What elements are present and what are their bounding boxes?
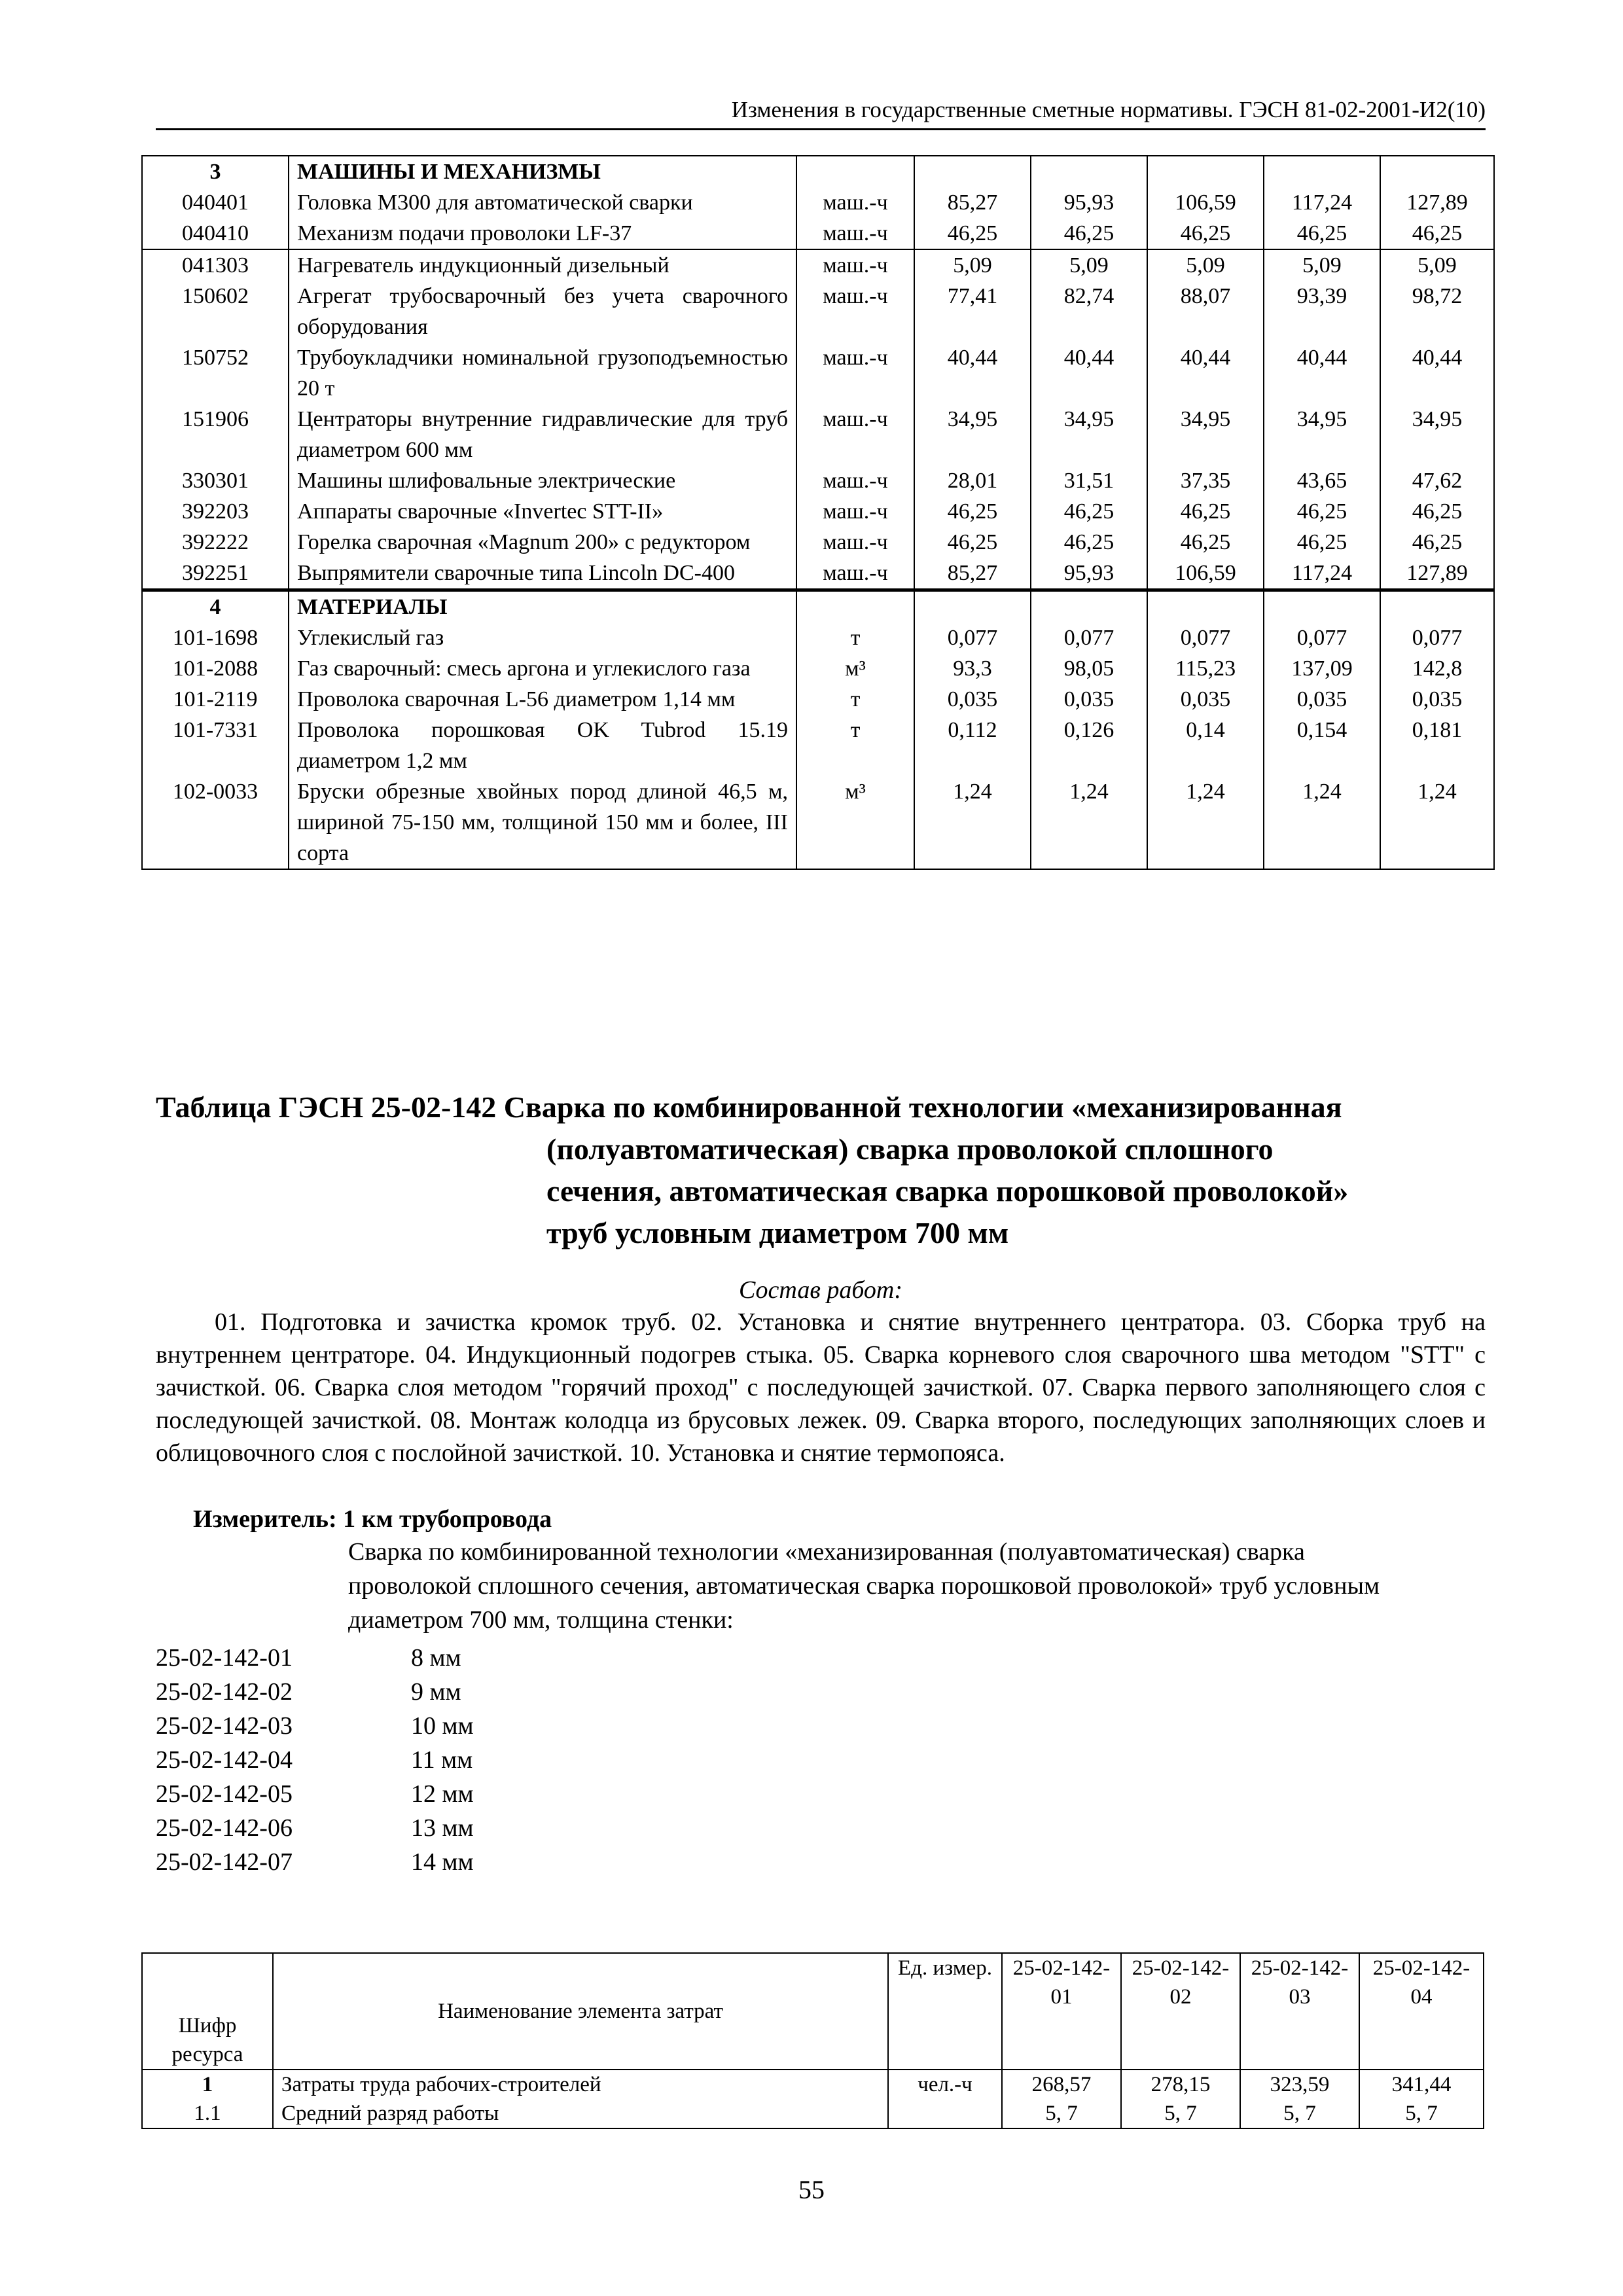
section-number: 3 — [142, 156, 289, 187]
table-row — [142, 684, 1494, 715]
resource-value: 0,14 — [1147, 715, 1264, 776]
resource-value: 1,24 — [914, 776, 1031, 869]
resource-value: 34,95 — [1031, 404, 1147, 465]
resource-value: 0,181 — [1380, 715, 1494, 776]
resource-unit: маш.-ч — [796, 496, 914, 527]
resource-name: Аппараты сварочные «Invertec STT-II» — [289, 496, 796, 527]
resource-value: 46,25 — [1031, 496, 1147, 527]
resource-name: Трубоукладчики номинальной грузоподъемностью 20 т — [289, 342, 796, 404]
resource-value: 46,25 — [1147, 527, 1264, 558]
resource-code: 151906 — [142, 404, 289, 465]
resources-table-continued — [141, 155, 1495, 870]
resource-value: 5,09 — [1031, 249, 1147, 281]
resource-value: 0,077 — [1264, 622, 1380, 653]
resource-unit: маш.-ч — [796, 404, 914, 465]
header-unit: Ед. измер. — [888, 1953, 1002, 2070]
resource-value: 95,93 — [1031, 558, 1147, 590]
resource-value: 0,035 — [1147, 684, 1264, 715]
resource-value: 0,126 — [1031, 715, 1147, 776]
norm-code: 25-02-142-03 — [156, 1712, 293, 1740]
table-row — [142, 2070, 1484, 2099]
table-row — [142, 622, 1494, 653]
resource-unit: т — [796, 622, 914, 653]
resource-unit — [888, 2099, 1002, 2128]
resource-value: 40,44 — [1264, 342, 1380, 404]
resource-value: 98,05 — [1031, 653, 1147, 684]
resource-unit: маш.-ч — [796, 249, 914, 281]
header-name: Наименование элемента затрат — [273, 1953, 888, 2070]
resource-value: 46,25 — [914, 218, 1031, 249]
resource-value: 5, 7 — [1359, 2099, 1484, 2128]
resource-value: 0,077 — [1147, 622, 1264, 653]
resource-code: 392251 — [142, 558, 289, 590]
resource-value: 5, 7 — [1240, 2099, 1359, 2128]
resource-unit: маш.-ч — [796, 465, 914, 496]
resource-value: 278,15 — [1121, 2070, 1240, 2099]
resource-name: Головка М300 для автоматической сварки — [289, 187, 796, 218]
empty-cell — [1147, 590, 1264, 623]
resource-value: 40,44 — [1031, 342, 1147, 404]
resource-value: 34,95 — [914, 404, 1031, 465]
norm-code: 25-02-142-01 — [156, 1644, 293, 1672]
table-row — [142, 404, 1494, 465]
resource-value: 46,25 — [1264, 496, 1380, 527]
resource-value: 34,95 — [1380, 404, 1494, 465]
works-heading: Состав работ: — [738, 1276, 903, 1304]
resource-name: Газ сварочный: смесь аргона и углекислого газа — [289, 653, 796, 684]
code-row — [156, 1743, 474, 1777]
resource-value: 268,57 — [1002, 2070, 1121, 2099]
table-row — [142, 558, 1494, 590]
table-title — [156, 1086, 1491, 1254]
resource-value: 5, 7 — [1121, 2099, 1240, 2128]
resource-value: 117,24 — [1264, 558, 1380, 590]
table-row — [142, 187, 1494, 218]
norm-code: 25-02-142-04 — [156, 1746, 293, 1774]
resource-value: 0,035 — [1031, 684, 1147, 715]
wall-thickness: 9 мм — [411, 1678, 461, 1706]
table-row — [142, 2099, 1484, 2128]
table-row — [142, 527, 1494, 558]
resource-name: Нагреватель индукционный дизельный — [289, 249, 796, 281]
page-number: 55 — [798, 2175, 825, 2204]
empty-cell — [1380, 156, 1494, 187]
works-description: 01. Подготовка и зачистка кромок труб. 02. Установка и снятие внутреннего центратора. 03. Сборка труб на внутреннем центраторе. 04. Индукционный подогрев стыка. 05. Сварка корневого слоя сварочного шва методом "STT" с зачисткой. 06. Сварка слоя методом "горячий проход" с последующей зачисткой. 07. Сварка первого заполняющего слоя с последующей зачисткой. 08. Монтаж колодца из брусовых лежек. 09. Сварка второго, последующих заполняющих слоев и облицовочного слоя с послойной зачисткой. 10. Установка и снятие термопояса. — [156, 1308, 1486, 1467]
table-row — [142, 776, 1494, 869]
section-header-row — [142, 590, 1494, 623]
empty-cell — [1264, 156, 1380, 187]
resource-code: 150602 — [142, 281, 289, 342]
resource-value: 0,077 — [1380, 622, 1494, 653]
norm-subtitle: Сварка по комбинированной технологии «механизированная (полуавтоматическая) сварка проволокой сплошного сечения, автоматическая сварка порошковой проволокой» труб условным диаметром 700 мм, толщина стенки: — [348, 1538, 1380, 1634]
resource-value: 1,24 — [1031, 776, 1147, 869]
running-header: Изменения в государственные сметные нормативы. ГЭСН 81-02-2001-И2(10) — [156, 97, 1486, 130]
resource-value: 46,25 — [1380, 496, 1494, 527]
resource-value: 46,25 — [1147, 496, 1264, 527]
resource-value: 106,59 — [1147, 558, 1264, 590]
empty-cell — [1147, 156, 1264, 187]
empty-cell — [1031, 590, 1147, 623]
resource-name: Проволока порошковая OK Tubrod 15.19 диаметром 1,2 мм — [289, 715, 796, 776]
resource-name: Затраты труда рабочих-строителей — [273, 2070, 888, 2099]
resource-name: Механизм подачи проволоки LF-37 — [289, 218, 796, 249]
header-col-3: 25-02-142-03 — [1240, 1953, 1359, 2070]
resource-code: 392222 — [142, 527, 289, 558]
resource-value: 93,3 — [914, 653, 1031, 684]
resource-value: 85,27 — [914, 558, 1031, 590]
resource-value: 0,035 — [1380, 684, 1494, 715]
resource-name: Машины шлифовальные электрические — [289, 465, 796, 496]
resource-unit: т — [796, 684, 914, 715]
resource-value: 28,01 — [914, 465, 1031, 496]
meter-unit: Измеритель: 1 км трубопровода — [193, 1505, 552, 1533]
resource-value: 137,09 — [1264, 653, 1380, 684]
resource-value: 98,72 — [1380, 281, 1494, 342]
resource-unit: м³ — [796, 653, 914, 684]
resource-value: 40,44 — [914, 342, 1031, 404]
empty-cell — [796, 156, 914, 187]
resource-value: 95,93 — [1031, 187, 1147, 218]
resource-value: 0,077 — [914, 622, 1031, 653]
resource-code: 040410 — [142, 218, 289, 249]
resource-code: 102-0033 — [142, 776, 289, 869]
table-row — [142, 465, 1494, 496]
resource-value: 34,95 — [1147, 404, 1264, 465]
norm-code: 25-02-142-05 — [156, 1780, 293, 1808]
wall-thickness: 10 мм — [411, 1712, 474, 1740]
code-row — [156, 1777, 474, 1811]
resource-value: 1,24 — [1380, 776, 1494, 869]
resource-unit: чел.-ч — [888, 2070, 1002, 2099]
resource-unit: т — [796, 715, 914, 776]
resource-unit: маш.-ч — [796, 527, 914, 558]
resource-value: 46,25 — [914, 496, 1031, 527]
resource-value: 46,25 — [1380, 527, 1494, 558]
empty-cell — [914, 590, 1031, 623]
resource-value: 34,95 — [1264, 404, 1380, 465]
resource-value: 1,24 — [1147, 776, 1264, 869]
title-line-4: труб условным диаметром 700 мм — [546, 1216, 1009, 1249]
wall-thickness: 11 мм — [411, 1746, 473, 1774]
wall-thickness: 13 мм — [411, 1814, 474, 1842]
resource-value: 93,39 — [1264, 281, 1380, 342]
resource-value: 5,09 — [1147, 249, 1264, 281]
resource-value: 88,07 — [1147, 281, 1264, 342]
resource-code: 101-2088 — [142, 653, 289, 684]
resource-code: 101-7331 — [142, 715, 289, 776]
table-row — [142, 342, 1494, 404]
title-line-1: Таблица ГЭСН 25-02-142 Сварка по комбинированной технологии «механизированная — [156, 1090, 1342, 1124]
resource-value: 127,89 — [1380, 187, 1494, 218]
section-header-row — [142, 156, 1494, 187]
resource-value: 82,74 — [1031, 281, 1147, 342]
resource-name: Горелка сварочная «Magnum 200» с редуктором — [289, 527, 796, 558]
table-row — [142, 715, 1494, 776]
section-number: 4 — [142, 590, 289, 623]
norm-code: 25-02-142-02 — [156, 1678, 293, 1706]
resource-code: 150752 — [142, 342, 289, 404]
resource-code: 101-1698 — [142, 622, 289, 653]
norm-codes-list — [156, 1641, 474, 1879]
norm-code: 25-02-142-07 — [156, 1848, 293, 1876]
norm-code: 25-02-142-06 — [156, 1814, 293, 1842]
resource-unit: маш.-ч — [796, 218, 914, 249]
resource-value: 1,24 — [1264, 776, 1380, 869]
resource-code: 1.1 — [142, 2099, 273, 2128]
resource-value: 40,44 — [1147, 342, 1264, 404]
resource-value: 0,035 — [1264, 684, 1380, 715]
resource-value: 46,25 — [1031, 527, 1147, 558]
resource-value: 85,27 — [914, 187, 1031, 218]
resource-code: 101-2119 — [142, 684, 289, 715]
code-row — [156, 1709, 474, 1743]
table-row — [142, 653, 1494, 684]
resource-value: 31,51 — [1031, 465, 1147, 496]
resource-value: 43,65 — [1264, 465, 1380, 496]
resource-code: 040401 — [142, 187, 289, 218]
section-title: МАШИНЫ И МЕХАНИЗМЫ — [289, 156, 796, 187]
resource-unit: м³ — [796, 776, 914, 869]
resource-unit: маш.-ч — [796, 342, 914, 404]
resource-value: 5,09 — [1380, 249, 1494, 281]
empty-cell — [1264, 590, 1380, 623]
empty-cell — [1380, 590, 1494, 623]
resource-value: 0,077 — [1031, 622, 1147, 653]
resource-code: 1 — [142, 2070, 273, 2099]
table-row — [142, 249, 1494, 281]
header-col-4: 25-02-142-04 — [1359, 1953, 1484, 2070]
resource-value: 46,25 — [914, 527, 1031, 558]
resource-value: 37,35 — [1147, 465, 1264, 496]
code-row — [156, 1811, 474, 1845]
wall-thickness: 14 мм — [411, 1848, 474, 1876]
resource-value: 323,59 — [1240, 2070, 1359, 2099]
resource-value: 127,89 — [1380, 558, 1494, 590]
resource-name: Проволока сварочная L-56 диаметром 1,14 мм — [289, 684, 796, 715]
resource-name: Агрегат трубосварочный без учета сварочного оборудования — [289, 281, 796, 342]
resource-value: 47,62 — [1380, 465, 1494, 496]
resource-value: 46,25 — [1031, 218, 1147, 249]
empty-cell — [1031, 156, 1147, 187]
resource-value: 46,25 — [1380, 218, 1494, 249]
title-line-3: сечения, автоматическая сварка порошковой проволокой» — [546, 1174, 1349, 1208]
resource-code: 330301 — [142, 465, 289, 496]
resource-name: Выпрямители сварочные типа Lincoln DC-400 — [289, 558, 796, 590]
title-line-2: (полуавтоматическая) сварка проволокой сплошного — [546, 1132, 1274, 1166]
header-code: Шифр ресурса — [142, 1953, 273, 2070]
table-row — [142, 281, 1494, 342]
resource-code: 041303 — [142, 249, 289, 281]
resource-value: 341,44 — [1359, 2070, 1484, 2099]
resource-value: 46,25 — [1264, 527, 1380, 558]
resource-unit: маш.-ч — [796, 187, 914, 218]
empty-cell — [796, 590, 914, 623]
section-title: МАТЕРИАЛЫ — [289, 590, 796, 623]
wall-thickness: 12 мм — [411, 1780, 474, 1808]
resource-value: 5,09 — [914, 249, 1031, 281]
resource-name: Средний разряд работы — [273, 2099, 888, 2128]
norm-table-header — [142, 1953, 1484, 2070]
code-row — [156, 1845, 474, 1879]
resource-value: 0,112 — [914, 715, 1031, 776]
resource-value: 40,44 — [1380, 342, 1494, 404]
resource-value: 46,25 — [1147, 218, 1264, 249]
resource-value: 117,24 — [1264, 187, 1380, 218]
header-col-2: 25-02-142-02 — [1121, 1953, 1240, 2070]
resource-unit: маш.-ч — [796, 558, 914, 590]
table-row — [142, 496, 1494, 527]
resource-name: Бруски обрезные хвойных пород длиной 46,5 м, шириной 75-150 мм, толщиной 150 мм и более, III сорта — [289, 776, 796, 869]
resource-value: 106,59 — [1147, 187, 1264, 218]
resource-value: 5, 7 — [1002, 2099, 1121, 2128]
resource-code: 392203 — [142, 496, 289, 527]
resource-unit: маш.-ч — [796, 281, 914, 342]
resource-value: 77,41 — [914, 281, 1031, 342]
table-row — [142, 218, 1494, 249]
header-col-1: 25-02-142-01 — [1002, 1953, 1121, 2070]
resource-value: 0,035 — [914, 684, 1031, 715]
empty-cell — [914, 156, 1031, 187]
resource-value: 115,23 — [1147, 653, 1264, 684]
resource-value: 0,154 — [1264, 715, 1380, 776]
code-row — [156, 1675, 474, 1709]
wall-thickness: 8 мм — [411, 1644, 461, 1672]
resource-value: 46,25 — [1264, 218, 1380, 249]
resource-value: 142,8 — [1380, 653, 1494, 684]
resource-name: Центраторы внутренние гидравлические для труб диаметром 600 мм — [289, 404, 796, 465]
code-row — [156, 1641, 474, 1675]
resource-name: Углекислый газ — [289, 622, 796, 653]
norm-table — [141, 1952, 1484, 2129]
resource-value: 5,09 — [1264, 249, 1380, 281]
